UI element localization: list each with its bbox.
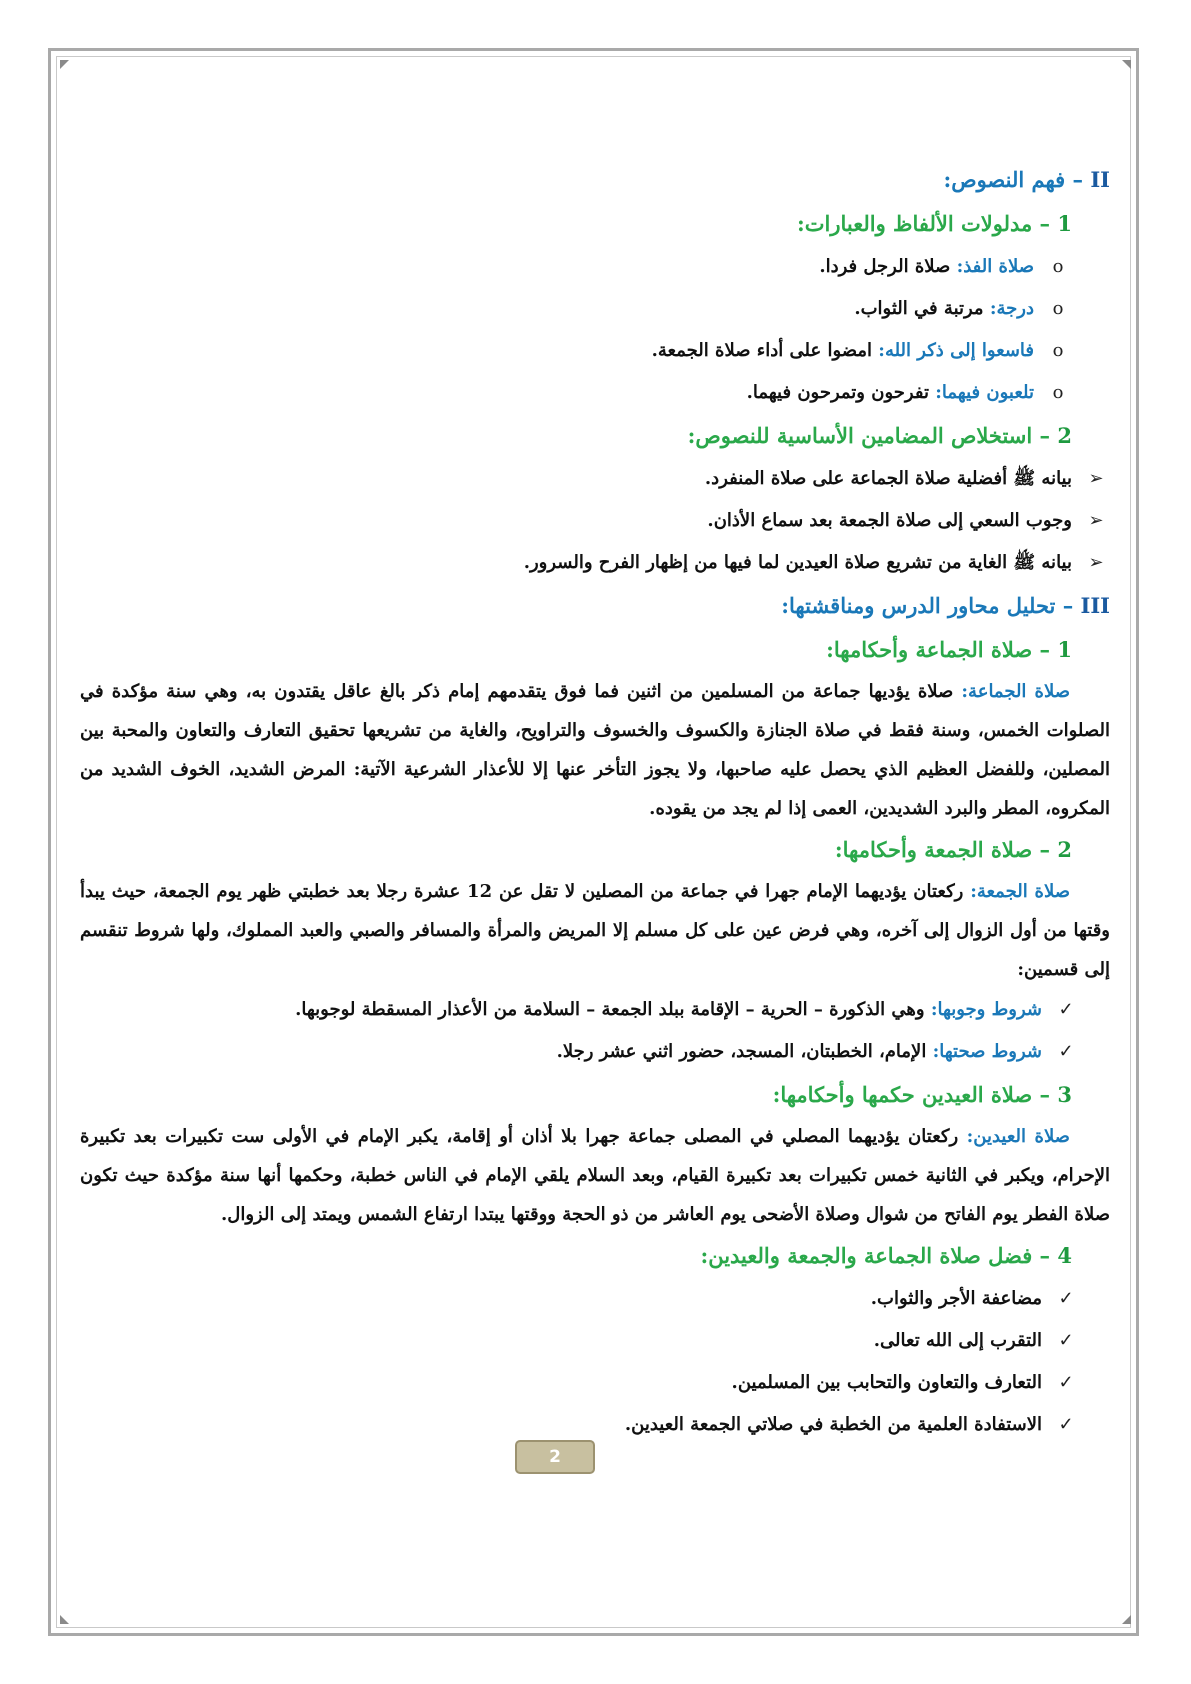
subheading-number: 1 (1057, 211, 1072, 236)
check-icon: ✓ (1058, 999, 1074, 1020)
section-heading-2 (80, 158, 1110, 202)
vocab-item (80, 288, 1110, 330)
corner-ornament-top-left (60, 60, 69, 69)
subheading-title: – صلاة العيدين حكمها وأحكامها: (772, 1082, 1051, 1107)
check-icon: ✓ (1058, 1288, 1074, 1309)
condition-term: شروط وجوبها: (930, 999, 1042, 1020)
subheading-number: 3 (1057, 1082, 1072, 1107)
theme-item (80, 458, 1110, 500)
theme-text: بيانه ﷺ أفضلية صلاة الجماعة على صلاة المنفرد. (704, 468, 1072, 489)
virtue-item (80, 1278, 1110, 1320)
section-title: – تحليل محاور الدرس ومناقشتها: (781, 593, 1074, 618)
subheading-vocabulary (80, 202, 1110, 246)
paragraph-term: صلاة الجمعة: (970, 881, 1070, 902)
subheading-title: – مدلولات الألفاظ والعبارات: (796, 211, 1051, 236)
vocab-term: درجة: (989, 298, 1034, 319)
circle-bullet-icon: o (1052, 256, 1064, 277)
theme-item (80, 500, 1110, 542)
arrow-bullet-icon: ➢ (1088, 510, 1104, 531)
vocab-definition: صلاة الرجل فردا. (819, 256, 951, 277)
check-icon: ✓ (1058, 1414, 1074, 1435)
condition-item (80, 989, 1110, 1031)
subheading-title: – استخلاص المضامين الأساسية للنصوص: (687, 423, 1051, 448)
subheading-title: – فضل صلاة الجماعة والجمعة والعيدين: (700, 1243, 1051, 1268)
subheading-number: 4 (1057, 1243, 1072, 1268)
arrow-bullet-icon: ➢ (1088, 468, 1104, 489)
condition-item (80, 1031, 1110, 1073)
subheading-number: 2 (1057, 423, 1072, 448)
condition-text: وهي الذكورة – الحرية – الإقامة ببلد الجمعة – السلامة من الأعذار المسقطة لوجوبها. (295, 999, 925, 1020)
virtue-text: الاستفادة العلمية من الخطبة في صلاتي الجمعة العيدين. (624, 1414, 1042, 1435)
subheading-eid-prayer (80, 1073, 1110, 1117)
page-number: 2 (515, 1440, 595, 1474)
subheading-number: 2 (1057, 837, 1072, 862)
virtue-item (80, 1362, 1110, 1404)
subheading-virtues (80, 1234, 1110, 1278)
paragraph-congregational-prayer (80, 672, 1110, 828)
vocab-item (80, 372, 1110, 414)
paragraph-term: صلاة الجماعة: (961, 681, 1070, 702)
subheading-title: – صلاة الجمعة وأحكامها: (834, 837, 1051, 862)
vocab-term: فاسعوا إلى ذكر الله: (878, 340, 1034, 361)
virtue-text: التقرب إلى الله تعالى. (873, 1330, 1042, 1351)
condition-text: الإمام، الخطبتان، المسجد، حضور اثني عشر رجلا. (556, 1041, 927, 1062)
circle-bullet-icon: o (1052, 382, 1064, 403)
section-heading-3 (80, 584, 1110, 628)
section-title: – فهم النصوص: (943, 167, 1084, 192)
theme-text: بيانه ﷺ الغاية من تشريع صلاة العيدين لما فيها من إظهار الفرح والسرور. (523, 552, 1072, 573)
paragraph-friday-prayer (80, 872, 1110, 989)
virtue-item (80, 1404, 1110, 1446)
check-icon: ✓ (1058, 1041, 1074, 1062)
vocab-definition: تفرحون وتمرحون فيهما. (746, 382, 929, 403)
vocab-term: تلعبون فيهما: (935, 382, 1034, 403)
condition-term: شروط صحتها: (932, 1041, 1042, 1062)
circle-bullet-icon: o (1052, 298, 1064, 319)
paragraph-text: ركعتان يؤديهما الإمام جهرا في جماعة من المصلين لا تقل عن 12 عشرة رجلا بعد خطبتي ظهر يوم الجمعة، حيث يبدأ وقتها من أول الزوال إلى آخره، وهي فرض عين على كل مسلم إلا المريض والمرأة والمسافر والصبي والعبد المملوك، ولها شروط تنقسم إلى قسمين: (80, 881, 1110, 980)
arrow-bullet-icon: ➢ (1088, 552, 1104, 573)
paragraph-text: صلاة يؤديها جماعة من المسلمين من اثنين فما فوق يتقدمهم إمام ذكر بالغ عاقل يقتدون به، وهي سنة مؤكدة في الصلوات الخمس، وسنة فقط في صلاة الجنازة والكسوف والخسوف والتراويح، والغاية من تشريعها تحقيق التعارف والتعاون والمحبة بين المصلين، وللفضل العظيم الذي يحصل عليه صاحبها، ولا يجوز التأخر عنها إلا للأعذار الشرعية الآتية: المرض الشديد، الخوف الشديد من المكروه، المطر والبرد الشديدين، العمى إذا لم يجد من يقوده. (80, 681, 1110, 819)
section-number: II (1090, 167, 1110, 192)
circle-bullet-icon: o (1052, 340, 1064, 361)
document-body (80, 158, 1110, 1446)
check-icon: ✓ (1058, 1372, 1074, 1393)
check-icon: ✓ (1058, 1330, 1074, 1351)
subheading-title: – صلاة الجماعة وأحكامها: (826, 637, 1051, 662)
theme-text: وجوب السعي إلى صلاة الجمعة بعد سماع الأذان. (707, 510, 1072, 531)
corner-ornament-top-right (1122, 60, 1131, 69)
vocab-item (80, 330, 1110, 372)
paragraph-term: صلاة العيدين: (966, 1126, 1070, 1147)
virtue-text: التعارف والتعاون والتحابب بين المسلمين. (731, 1372, 1042, 1393)
corner-ornament-bottom-left (60, 1615, 69, 1624)
vocab-term: صلاة الفذ: (956, 256, 1034, 277)
section-number: III (1080, 593, 1110, 618)
subheading-congregational-prayer (80, 628, 1110, 672)
subheading-number: 1 (1057, 637, 1072, 662)
subheading-friday-prayer (80, 828, 1110, 872)
paragraph-text: ركعتان يؤديهما المصلي في المصلى جماعة جهرا بلا أذان أو إقامة، يكبر الإمام في الأولى ست تكبيرات بعد تكبيرة الإحرام، ويكبر في الثانية خمس تكبيرات بعد تكبيرة القيام، وبعد السلام يلقي الإمام في الناس خطبة، وحكمها أنها سنة مؤكدة حيث تكون صلاة الفطر يوم الفاتح من شوال وصلاة الأضحى يوم العاشر من ذو الحجة ووقتها يبتدا ارتفاع الشمس ويمتد إلى الزوال. (80, 1126, 1110, 1225)
paragraph-eid-prayer (80, 1117, 1110, 1234)
virtue-item (80, 1320, 1110, 1362)
vocab-item (80, 246, 1110, 288)
virtue-text: مضاعفة الأجر والثواب. (870, 1288, 1042, 1309)
theme-item (80, 542, 1110, 584)
vocab-definition: مرتبة في الثواب. (854, 298, 984, 319)
subheading-themes (80, 414, 1110, 458)
vocab-definition: امضوا على أداء صلاة الجمعة. (651, 340, 873, 361)
corner-ornament-bottom-right (1122, 1615, 1131, 1624)
